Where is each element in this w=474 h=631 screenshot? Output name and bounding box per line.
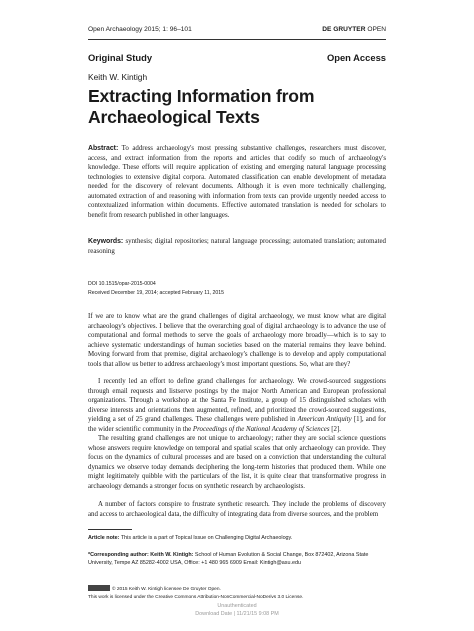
publisher-name: DE GRUYTER — [322, 26, 366, 33]
license-text: This work is licensed under the Creative Commons Attribution-NonCommercial-NoDerivs 3.0 License. — [88, 594, 304, 600]
abstract-text: To address archaeology's most pressing substantive challenges, researchers must discover, access, and extract information from the reports and articles that codify so much of archaeology's knowledge. These efforts will require application of existing and emerging natural language processing technologies to extensive digital corpora. Automated classification can enable development of metadata needed for the discovery of relevant documents. Although it is even more technically challenging, automated extraction of and reasoning with information from texts can provide urgently needed access to contextualized information within documents. Effective automated translation is needed for scholars to benefit from research published in other languages. — [88, 145, 386, 219]
article-note-text: This article is a part of Topical Issue on Challenging Digital Archaeology. — [120, 535, 293, 541]
author-name: Keith W. Kintigh — [88, 72, 148, 82]
p2-text-b: [1], and for the wider scientific community in the — [88, 416, 386, 433]
corresponding-author-text: School of Human Evolution & Social Change, Box 872402, Arizona State University, Tempe AZ 85282-4002 USA, Office: +1 480 965 6909 Email: Kintigh@asu.edu — [88, 552, 369, 567]
abstract-label: Abstract: — [88, 145, 119, 152]
keywords-text: synthesis; digital repositories; natural language processing; automated translation; automated reasoning — [88, 238, 387, 255]
footnote-rule — [88, 529, 132, 530]
keywords — [88, 237, 386, 256]
article-title: Extracting Information from Archaeological Texts — [88, 86, 315, 127]
p2-text-c: [2]. — [329, 425, 341, 433]
journal-ref-pnas: Proceedings of the National Academy of Sciences — [192, 425, 330, 433]
body-paragraph-3: The resulting grand challenges are not unique to archaeology; rather they are social science questions whose answers require knowledge on temporal and spatial scales that only archaeology can provide. They focus on the dynamics of cultural processes and are based on a conviction that understanding the cultural dynamics we observe today demands deciphering the long-term histories that produced them. While one might legitimately quibble with the particulars of the list, it is quite clear that transformative progress in archaeology demands a stronger focus on synthetic research by archaeologists. — [88, 435, 386, 490]
watermark-date: Download Date | 11/21/15 9:08 PM — [195, 610, 279, 617]
article-note — [88, 535, 388, 541]
corresponding-author — [88, 551, 388, 568]
download-watermark — [0, 603, 474, 618]
copyright-text: © 2015 Keith W. Kintigh licensee De Gruyter Open. — [112, 587, 221, 592]
body-paragraph-4: A number of factors conspire to frustrate synthetic research. They include the problems of discovery and access to archaeological data, the difficulty of integrating data from diverse sources, and the problem — [88, 501, 386, 518]
publisher-suffix: OPEN — [367, 26, 386, 33]
p2-text-a: I recently led an effort to define grand challenges for archaeology. We crowd-sourced suggestions through email requests and listserve postings by the major North American and European professional organizations. Through a workshop at the Santa Fe Institute, a group of 15 distinguished scholars with diverse interests and orientations then augmented, refined, and prioritized the crowd-sourced suggestions, yielding a set of 25 grand challenges. These challenges were published in — [88, 378, 386, 423]
license-block — [88, 585, 388, 601]
header-rule — [88, 39, 386, 40]
received-dates: Received December 19, 2014; accepted February 11, 2015 — [88, 290, 225, 296]
watermark-auth: Unauthenticated — [217, 603, 257, 609]
abstract — [88, 144, 386, 220]
doi-link[interactable]: DOI 10.1515/opar-2015-0004 — [88, 281, 156, 287]
publisher-logo — [322, 26, 386, 33]
article-meta — [88, 280, 224, 298]
cc-license-icon[interactable] — [88, 585, 110, 591]
journal-ref-american-antiquity: American Antiquity — [297, 416, 352, 423]
keywords-label: Keywords: — [88, 238, 124, 245]
journal-citation: Open Archaeology 2015; 1: 96–101 — [88, 26, 192, 33]
article-type: Original Study — [88, 52, 153, 63]
article-note-label: Article note: — [88, 535, 120, 541]
body-paragraph-1: If we are to know what are the grand challenges of digital archaeology, we must know what are digital archaeology's objectives. I believe that the overarching goal of digital archaeology is to advance the use of computational and formal methods to serve the goals of archaeology more broadly—which is to say to achieve systematic understandings of human societies based on the material remains they leave behind. Moving forward from that premise, digital archaeology's challenge is to develop and apply computational tools that allow us better to address archaeology's most important questions. So, what are they? — [88, 313, 386, 368]
open-access-label: Open Access — [326, 52, 386, 63]
corresponding-author-label: *Corresponding author: Keith W. Kintigh: — [88, 552, 194, 558]
copyright-line — [88, 585, 388, 594]
body-paragraph-2 — [88, 377, 386, 434]
